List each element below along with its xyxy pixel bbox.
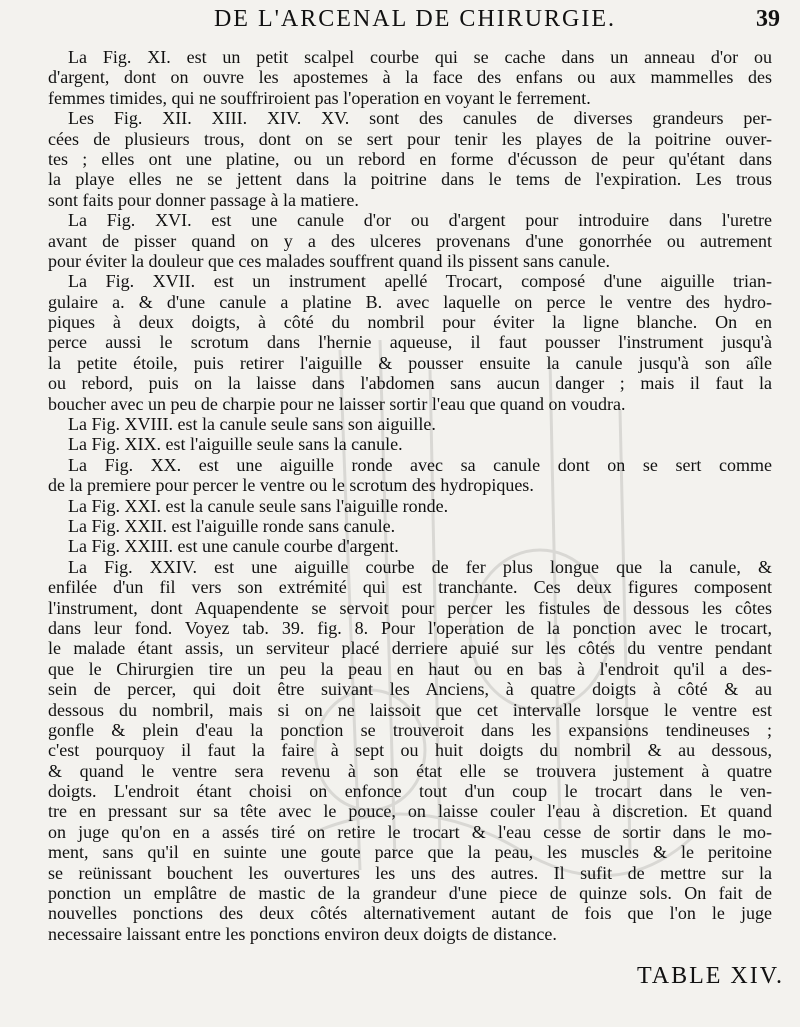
text-line: de la premiere pour percer le ventre ou le scrotum des hydropiques.: [48, 475, 534, 496]
text-line: ou rebord, puis on la laisse dans l'abdomen sans aucun danger ; mais il faut la: [48, 373, 772, 394]
text-line: La Fig. XXI. est la canule seule sans l'aiguille ronde.: [68, 495, 449, 516]
text-line: La Fig. XX. est une aiguille ronde avec sa canule dont on se sert comme: [68, 454, 772, 475]
body-text: [48, 47, 772, 944]
text-line: La Fig. XXIII. est une canule courbe d'argent.: [68, 536, 399, 557]
catchword: TABLE XIV.: [637, 963, 784, 989]
text-line: c'est pourquoy il faut la faire à sept ou huit doigts du nombril & au dessous,: [48, 740, 772, 761]
text-line: gonfle & plein d'eau la ponction se trouveroit dans les expansions tendineuses ;: [48, 719, 772, 740]
text-line: pour éviter la douleur que ces malades souffrent quand ils pissent sans canule.: [48, 250, 611, 271]
text-line: on juge qu'on en a assés tiré on retire le trocart & l'eau cesse de sortir dans le mo-: [48, 821, 772, 842]
page-number: 39: [756, 6, 780, 32]
text-line: La Fig. XVI. est une canule d'or ou d'argent pour introduire dans l'uretre: [68, 210, 772, 231]
text-line: femmes timides, qui ne souffriroient pas l'operation en voyant le ferrement.: [48, 87, 591, 108]
text-line: d'argent, dont on ouvre les apostemes à la face des enfans ou aux mammelles des: [48, 67, 772, 88]
text-line: ment, sans qu'il en suinte une goute parce que la peau, les muscles & le peritoine: [48, 842, 772, 863]
text-line: la petite étoile, puis retirer l'aiguille & pousser ensuite la canule jusqu'à son aîle: [48, 352, 772, 373]
text-line: La Fig. XI. est un petit scalpel courbe qui se cache dans un anneau d'or ou: [68, 47, 772, 67]
text-line: cées de plusieurs trous, dont on se sert pour tenir les playes de la poitrine ouver-: [48, 128, 772, 149]
text-line: boucher avec un peu de charpie pour ne laisser sortir l'eau que quand on voudra.: [48, 393, 626, 414]
text-line: nouvelles ponctions des deux côtés alternativement autant de fois que l'on le juge: [48, 903, 772, 924]
text-line: La Fig. XVIII. est la canule seule sans son aiguille.: [68, 414, 436, 435]
text-line: la playe elles ne se jettent dans la poitrine dans le tems de l'expiration. Les trous: [48, 169, 772, 190]
text-line: le malade étant assis, un serviteur placé derriere apuié sur les côtés du ventre pendant: [48, 638, 772, 659]
text-line: que le Chirurgien tire un peu la peau en haut ou en bas à l'endroit qu'il a des-: [48, 658, 772, 679]
text-line: l'instrument, dont Aquapendente se servoit pour percer les fistules de dessous les côtes: [48, 597, 772, 618]
text-line: & quand le ventre sera revenu à son état elle se trouvera justement à quatre: [48, 760, 772, 781]
text-line: gulaire a. & d'une canule a platine B. avec laquelle on perce le ventre des hydro-: [48, 291, 772, 312]
text-line: enfilée d'un fil vers son extrémité qui est tranchante. Ces deux figures composent: [48, 577, 772, 598]
text-line: ponction un emplâtre de mastic de la grandeur d'une piece de quinze sols. On fait de: [48, 883, 772, 904]
text-line: avant de pisser quand on y a des ulceres provenans d'une gonorrhée ou autrement: [48, 230, 772, 251]
text-line: sein de percer, qui doit être suivant les Anciens, à quatre doigts à côté & au: [48, 679, 772, 700]
text-line: dessous du nombril, mais si on ne laissoit que cet intervalle lorsque le ventre est: [48, 699, 772, 720]
text-line: doigts. L'endroit étant choisi on enfonce tout d'un coup le trocart dans le ven-: [48, 781, 772, 802]
running-head: DE L'ARCENAL DE CHIRURGIE.: [213, 6, 617, 32]
text-line: sont faits pour donner passage à la matiere.: [48, 189, 359, 210]
text-line: perce aussi le scrotum dans l'hernie aqueuse, il faut pousser l'instrument jusqu'à: [48, 332, 772, 353]
text-line: tre en pressant sur sa tête avec le pouce, on laisse couler l'eau à discretion. Et quand: [48, 801, 772, 822]
text-line: piques à deux doigts, à côté du nombril pour éviter la ligne blanche. On en: [48, 312, 772, 333]
text-line: necessaire laissant entre les ponctions environ deux doigts de distance.: [48, 923, 557, 944]
text-line: dans leur fond. Voyez tab. 39. fig. 8. Pour l'operation de la ponction avec le trocart,: [48, 617, 772, 638]
text-line: Les Fig. XII. XIII. XIV. XV. sont des canules de diverses grandeurs per-: [68, 108, 772, 129]
text-line: La Fig. XVII. est un instrument apellé Trocart, composé d'une aiguille trian-: [68, 271, 772, 292]
text-line: La Fig. XXII. est l'aiguille ronde sans canule.: [68, 515, 396, 536]
text-line: La Fig. XIX. est l'aiguille seule sans la canule.: [68, 434, 403, 455]
text-line: se reünissant bouchent les ouvertures les uns des autres. Il sufit de mettre sur la: [48, 862, 772, 883]
text-line: La Fig. XXIV. est une aiguille courbe de fer plus longue que la canule, &: [68, 556, 772, 577]
text-line: tes ; elles ont une platine, ou un rebord en forme d'écusson de peur qu'étant dans: [48, 148, 772, 169]
